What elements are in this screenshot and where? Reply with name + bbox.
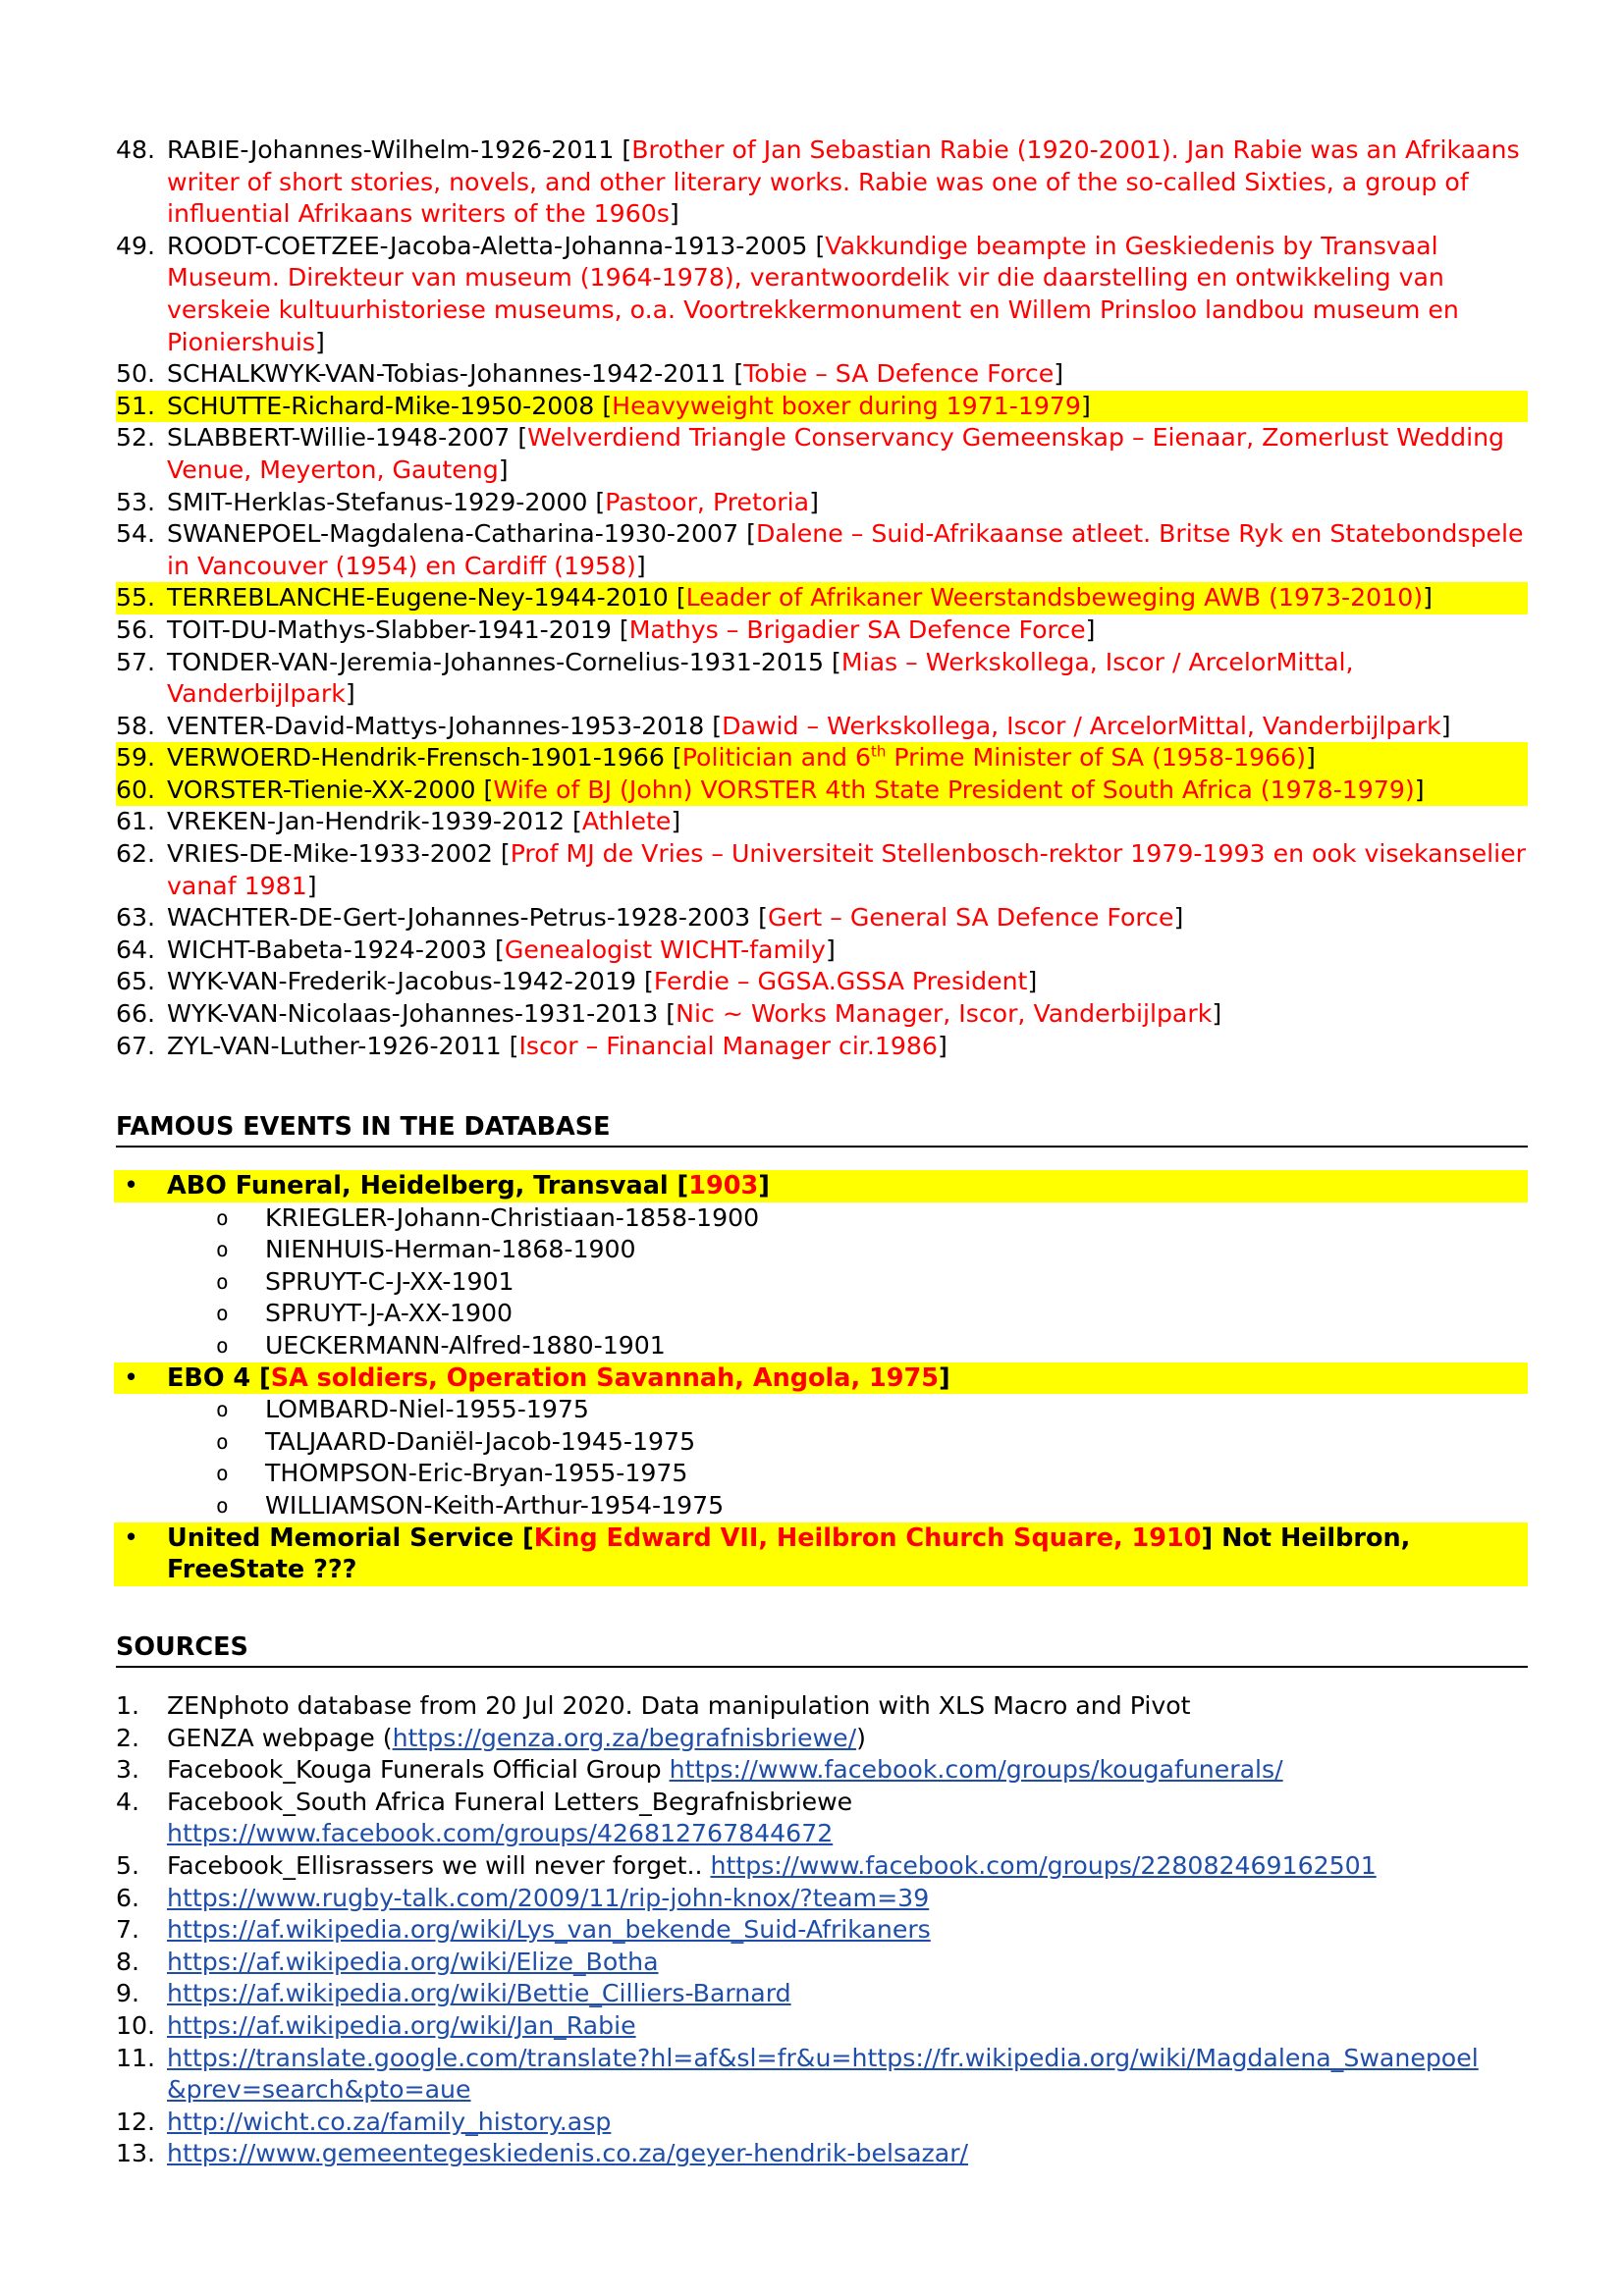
person-name: VRIES-DE-Mike-1933-2002 xyxy=(167,839,493,869)
circle-bullet-icon: o xyxy=(216,1462,229,1486)
sub-list-item xyxy=(114,1298,1528,1330)
item-number: 67. xyxy=(116,1031,156,1060)
item-number: 48. xyxy=(116,135,156,164)
item-number: 8. xyxy=(116,1947,140,1976)
item-number: 52. xyxy=(116,423,156,453)
source-item xyxy=(116,1690,1528,1723)
person-name: VORSTER-Tienie-XX-2000 xyxy=(167,774,476,804)
person-name: WICHT-Babeta-1924-2003 xyxy=(167,934,488,964)
source-link[interactable]: https://af.wikipedia.org/wiki/Bettie_Cilliers-Barnard xyxy=(167,1979,791,2008)
source-text: Facebook_Ellisrassers we will never forget.. xyxy=(167,1850,711,1880)
circle-bullet-icon: o xyxy=(216,1398,229,1422)
list-item-highlighted: 59. VERWOERD-Hendrik-Frensch-1901-1966 [Politician and 6th Prime Minister of SA (1958-1966)] xyxy=(116,742,1528,774)
source-link[interactable]: https://af.wikipedia.org/wiki/Lys_van_bekende_Suid-Afrikaners xyxy=(167,1915,931,1945)
list-item: 63. WACHTER-DE-Gert-Johannes-Petrus-1928-2003 [Gert – General SA Defence Force] xyxy=(116,902,1528,934)
item-number: 57. xyxy=(116,647,156,676)
list-item: 52. SLABBERT-Willie-1948-2007 [Welverdiend Triangle Conservancy Gemeenskap – Eienaar, Zomerlust Wedding Venue, Meyerton, Gauteng] xyxy=(116,423,1505,484)
event-item: • ABO Funeral, Heidelberg, Transvaal [1903] xyxy=(114,1170,1528,1202)
event-person: KRIEGLER-Johann-Christiaan-1858-1900 xyxy=(265,1202,760,1232)
source-text: GENZA webpage ( xyxy=(167,1723,393,1752)
event-people xyxy=(114,1394,1528,1522)
source-text: Facebook_Kouga Funerals Official Group xyxy=(167,1755,670,1785)
sub-list-item xyxy=(114,1426,1528,1459)
person-note: Dawid – Werkskollega, Iscor / ArcelorMittal, Vanderbijlpark xyxy=(722,711,1441,740)
source-text: Facebook_South Africa Funeral Letters_Begrafnisbriewe xyxy=(167,1787,853,1816)
event-note: 1903 xyxy=(688,1171,759,1201)
item-number: 60. xyxy=(116,774,156,804)
item-number: 5. xyxy=(116,1850,140,1880)
list-item-highlighted: 60. VORSTER-Tienie-XX-2000 [Wife of BJ (John) VORSTER 4th State President of South Africa (1978-1979)] xyxy=(116,774,1528,807)
list-item: 57. TONDER-VAN-Jeremia-Johannes-Cornelius-1931-2015 [Mias – Werkskollega, Iscor / ArcelorMittal, Vanderbijlpark] xyxy=(116,647,1354,709)
person-note: Prof MJ de Vries – Universiteit Stellenbosch-rektor 1979-1993 en ook visekanselier vanaf 1981 xyxy=(167,839,1526,900)
item-number: 49. xyxy=(116,231,156,260)
item-number: 9. xyxy=(116,1979,140,2008)
item-number: 3. xyxy=(116,1755,140,1785)
person-note: Heavyweight boxer during 1971-1979 xyxy=(612,391,1081,420)
source-item xyxy=(116,1787,1528,1850)
person-name: TONDER-VAN-Jeremia-Johannes-Cornelius-1931-2015 xyxy=(167,647,825,676)
person-note: Pastoor, Pretoria xyxy=(605,487,810,516)
person-name: SCHALKWYK-VAN-Tobias-Johannes-1942-2011 xyxy=(167,359,727,389)
item-number: 56. xyxy=(116,614,156,644)
sub-list-item xyxy=(114,1490,1528,1522)
person-name: RABIE-Johannes-Wilhelm-1926-2011 xyxy=(167,135,615,164)
list-item-highlighted: 51. SCHUTTE-Richard-Mike-1950-2008 [Heavyweight boxer during 1971-1979] xyxy=(116,391,1528,423)
bullet-icon: • xyxy=(124,1171,139,1201)
event-note: SA soldiers, Operation Savannah, Angola, 1975 xyxy=(270,1362,939,1393)
event-suffix: Not Heilbron, FreeState ??? xyxy=(167,1522,1411,1585)
item-number: 50. xyxy=(116,359,156,389)
list-item: 50. SCHALKWYK-VAN-Tobias-Johannes-1942-2011 [Tobie – SA Defence Force] xyxy=(116,358,1528,391)
sources-heading: SOURCES xyxy=(116,1632,1528,1668)
person-name: TERREBLANCHE-Eugene-Ney-1944-2010 xyxy=(167,583,669,613)
source-link[interactable]: https://translate.google.com/translate?hl=af&sl=fr&u=https://fr.wikipedia.org/wiki/Magdalena_Swanepoel &prev=search&pto=aue xyxy=(167,2043,1479,2105)
item-number: 61. xyxy=(116,807,156,836)
sources-list xyxy=(116,1690,1528,2170)
person-name: TOIT-DU-Mathys-Slabber-1941-2019 xyxy=(167,614,612,644)
source-item xyxy=(116,1754,1528,1787)
bullet-icon: • xyxy=(124,1522,139,1553)
bullet-icon: • xyxy=(124,1362,139,1393)
person-name: SLABBERT-Willie-1948-2007 xyxy=(167,423,511,453)
source-link[interactable]: https://www.facebook.com/groups/228082469162501 xyxy=(710,1850,1377,1880)
item-number: 2. xyxy=(116,1723,140,1752)
circle-bullet-icon: o xyxy=(216,1205,229,1230)
event-person: LOMBARD-Niel-1955-1975 xyxy=(265,1395,589,1424)
source-item xyxy=(116,1883,1528,1915)
note-rest: Prime Minister of SA (1958-1966) xyxy=(893,743,1307,773)
event-title: ABO Funeral, Heidelberg, Transvaal xyxy=(167,1171,669,1201)
sub-list-item xyxy=(114,1458,1528,1490)
person-name: WACHTER-DE-Gert-Johannes-Petrus-1928-2003 xyxy=(167,903,751,933)
list-item: 56. TOIT-DU-Mathys-Slabber-1941-2019 [Mathys – Brigadier SA Defence Force] xyxy=(116,614,1528,647)
item-number: 55. xyxy=(116,583,156,613)
sub-list-item xyxy=(114,1202,1528,1235)
source-item xyxy=(116,2010,1528,2043)
item-number: 51. xyxy=(116,391,156,420)
person-name: SCHUTTE-Richard-Mike-1950-2008 xyxy=(167,391,595,420)
list-item: 58. VENTER-David-Mattys-Johannes-1953-2018 [Dawid – Werkskollega, Iscor / ArcelorMittal, Vanderbijlpark] xyxy=(116,711,1528,743)
person-note: Brother of Jan Sebastian Rabie (1920-2001). Jan Rabie was an Afrikaans writer of short stories, novels, and other literary works. Rabie was one of the so-called Sixties, a group of influential Afrikaans writers of the 1960s xyxy=(167,135,1520,229)
person-note: Athlete xyxy=(581,807,672,836)
source-item xyxy=(116,1723,1528,1755)
source-link[interactable]: https://af.wikipedia.org/wiki/Jan_Rabie xyxy=(167,2010,636,2040)
event-person: NIENHUIS-Herman-1868-1900 xyxy=(265,1235,636,1264)
event-title: EBO 4 xyxy=(167,1362,251,1393)
event-item: • EBO 4 [SA soldiers, Operation Savannah, Angola, 1975] xyxy=(114,1362,1528,1395)
item-number: 1. xyxy=(116,1691,140,1720)
source-link[interactable]: https://www.facebook.com/groups/kougafunerals/ xyxy=(669,1755,1283,1785)
circle-bullet-icon: o xyxy=(216,1429,229,1454)
list-item: 48. RABIE-Johannes-Wilhelm-1926-2011 [Brother of Jan Sebastian Rabie (1920-2001). Jan Rabie was an Afrikaans writer of short stories, novels, and other literary works. Rabie was one of the so-called Sixties, a group of influential Afrikaans writers of the 1960s] xyxy=(116,135,1520,229)
item-number: 12. xyxy=(116,2107,156,2136)
person-note: Vakkundige beampte in Geskiedenis by Transvaal Museum. Direkteur van museum (1964-1978), verantwoordelik vir die daarstelling en ontwikkeling van verskeie kultuurhistoriese museums, o.a. Voortrekkermonument en Willem Prinsloo landbou museum en Pioniershuis xyxy=(167,231,1459,356)
sub-list-item xyxy=(114,1234,1528,1266)
event-person: UECKERMANN-Alfred-1880-1901 xyxy=(265,1330,666,1360)
person-note: Nic ~ Works Manager, Iscor, Vanderbijlpark xyxy=(676,999,1213,1029)
item-number: 65. xyxy=(116,967,156,996)
sub-list-item xyxy=(114,1266,1528,1299)
circle-bullet-icon: o xyxy=(216,1269,229,1294)
sub-list-item xyxy=(114,1394,1528,1426)
list-item: 64. WICHT-Babeta-1924-2003 [Genealogist WICHT-family] xyxy=(116,934,1528,967)
event-person: WILLIAMSON-Keith-Arthur-1954-1975 xyxy=(265,1490,725,1520)
person-name: VREKEN-Jan-Hendrik-1939-2012 xyxy=(167,807,566,836)
person-name: SMIT-Herklas-Stefanus-1929-2000 xyxy=(167,487,588,516)
source-item xyxy=(116,1947,1528,1979)
events-list xyxy=(114,1170,1528,1586)
person-note: Ferdie – GGSA.GSSA President xyxy=(653,967,1028,996)
sub-list-item xyxy=(114,1330,1528,1362)
person-note xyxy=(682,743,1306,772)
source-after: ) xyxy=(856,1723,866,1752)
source-link[interactable]: https://www.facebook.com/groups/426812767844672 xyxy=(167,1819,834,1848)
source-item xyxy=(116,1850,1528,1883)
person-name: WYK-VAN-Nicolaas-Johannes-1931-2013 xyxy=(167,999,659,1029)
person-note: Gert – General SA Defence Force xyxy=(767,903,1174,933)
source-link[interactable]: https://af.wikipedia.org/wiki/Elize_Botha xyxy=(167,1947,659,1976)
source-item xyxy=(116,2043,1528,2107)
list-item-highlighted: 55. TERREBLANCHE-Eugene-Ney-1944-2010 [Leader of Afrikaner Weerstandsbeweging AWB (1973-2010)] xyxy=(116,582,1528,614)
person-name: SWANEPOEL-Magdalena-Catharina-1930-2007 xyxy=(167,519,739,549)
person-note: Leader of Afrikaner Weerstandsbeweging AWB (1973-2010) xyxy=(685,583,1424,613)
item-number: 62. xyxy=(116,839,156,869)
circle-bullet-icon: o xyxy=(216,1493,229,1518)
list-item: 62. VRIES-DE-Mike-1933-2002 [Prof MJ de Vries – Universiteit Stellenbosch-rektor 1979-1993 en ook visekanselier vanaf 1981] xyxy=(116,839,1526,900)
item-number: 54. xyxy=(116,519,156,549)
person-note: Dalene – Suid-Afrikaanse atleet. Britse Ryk en Statebondspele in Vancouver (1954) en Cardiff (1958) xyxy=(167,519,1524,580)
source-item xyxy=(116,2107,1528,2139)
item-number: 59. xyxy=(116,743,156,773)
list-item: 67. ZYL-VAN-Luther-1926-2011 [Iscor – Financial Manager cir.1986] xyxy=(116,1031,1528,1063)
event-people xyxy=(114,1202,1528,1362)
source-link[interactable]: https://www.rugby-talk.com/2009/11/rip-john-knox/?team=39 xyxy=(167,1883,930,1912)
event-title: United Memorial Service xyxy=(167,1522,514,1553)
source-item xyxy=(116,1978,1528,2010)
circle-bullet-icon: o xyxy=(216,1333,229,1358)
event-person: THOMPSON-Eric-Bryan-1955-1975 xyxy=(265,1459,688,1488)
person-note: Tobie – SA Defence Force xyxy=(743,359,1055,389)
list-item: 53. SMIT-Herklas-Stefanus-1929-2000 [Pastoor, Pretoria] xyxy=(116,487,1528,519)
person-name: ROODT-COETZEE-Jacoba-Aletta-Johanna-1913-2005 xyxy=(167,231,808,260)
person-note: Iscor – Financial Manager cir.1986 xyxy=(518,1031,938,1060)
list-item: 54. SWANEPOEL-Magdalena-Catharina-1930-2007 [Dalene – Suid-Afrikaanse atleet. Britse Ryk en Statebondspele in Vancouver (1954) en Cardiff (1958)] xyxy=(116,519,1524,580)
ordinal-suffix: th xyxy=(871,742,887,761)
list-item: 49. ROODT-COETZEE-Jacoba-Aletta-Johanna-1913-2005 [Vakkundige beampte in Geskiedenis by Transvaal Museum. Direkteur van museum (1964-1978), verantwoordelik vir die daarstelling en ontwikkeling van verskeie kultuurhistoriese museums, o.a. Voortrekkermonument en Willem Prinsloo landbou museum en Pioniershuis] xyxy=(116,231,1459,356)
note-prefix: Politician and 6 xyxy=(681,743,871,773)
person-name: VERWOERD-Hendrik-Frensch-1901-1966 xyxy=(167,743,665,773)
source-link[interactable]: https://www.gemeentegeskiedenis.co.za/geyer-hendrik-belsazar/ xyxy=(167,2139,969,2168)
source-item xyxy=(116,1914,1528,1947)
person-name: WYK-VAN-Frederik-Jacobus-1942-2019 xyxy=(167,967,636,996)
source-link[interactable]: https://genza.org.za/begrafnisbriewe/ xyxy=(392,1723,857,1752)
item-number: 4. xyxy=(116,1787,140,1816)
event-item: • United Memorial Service [King Edward VII, Heilbron Church Square, 1910] Not Heilbron, FreeState ??? xyxy=(114,1522,1528,1586)
events-heading: FAMOUS EVENTS IN THE DATABASE xyxy=(116,1112,1528,1148)
item-number: 7. xyxy=(116,1915,140,1945)
list-item: 61. VREKEN-Jan-Hendrik-1939-2012 [Athlete] xyxy=(116,806,1528,838)
person-note: Wife of BJ (John) VORSTER 4th State President of South Africa (1978-1979) xyxy=(493,774,1415,804)
person-name: ZYL-VAN-Luther-1926-2011 xyxy=(167,1031,502,1060)
person-name: VENTER-David-Mattys-Johannes-1953-2018 xyxy=(167,711,705,740)
item-number: 64. xyxy=(116,934,156,964)
list-item: 66. WYK-VAN-Nicolaas-Johannes-1931-2013 [Nic ~ Works Manager, Iscor, Vanderbijlpark] xyxy=(116,998,1528,1031)
item-number: 10. xyxy=(116,2010,156,2040)
list-item: 65. WYK-VAN-Frederik-Jacobus-1942-2019 [Ferdie – GGSA.GSSA President] xyxy=(116,966,1528,998)
circle-bullet-icon: o xyxy=(216,1238,229,1262)
event-note: King Edward VII, Heilbron Church Square, 1910 xyxy=(533,1522,1202,1553)
item-number: 6. xyxy=(116,1883,140,1912)
person-note: Mias – Werkskollega, Iscor / ArcelorMittal, Vanderbijlpark xyxy=(167,647,1354,709)
item-number: 66. xyxy=(116,999,156,1029)
item-number: 13. xyxy=(116,2139,156,2168)
event-person: TALJAARD-Daniël-Jacob-1945-1975 xyxy=(265,1426,696,1456)
source-item xyxy=(116,2138,1528,2170)
event-person: SPRUYT-J-A-XX-1900 xyxy=(265,1299,514,1328)
item-number: 63. xyxy=(116,903,156,933)
event-person: SPRUYT-C-J-XX-1901 xyxy=(265,1266,514,1296)
person-note: Genealogist WICHT-family xyxy=(504,934,826,964)
item-number: 53. xyxy=(116,487,156,516)
person-note: Welverdiend Triangle Conservancy Gemeenskap – Eienaar, Zomerlust Wedding Venue, Meyerton, Gauteng xyxy=(167,423,1505,484)
source-link[interactable]: http://wicht.co.za/family_history.asp xyxy=(167,2107,612,2136)
person-note: Mathys – Brigadier SA Defence Force xyxy=(628,614,1086,644)
item-number: 58. xyxy=(116,711,156,740)
source-text: ZENphoto database from 20 Jul 2020. Data manipulation with XLS Macro and Pivot xyxy=(167,1691,1191,1720)
item-number: 11. xyxy=(116,2043,156,2072)
people-list xyxy=(116,134,1528,1062)
circle-bullet-icon: o xyxy=(216,1302,229,1326)
